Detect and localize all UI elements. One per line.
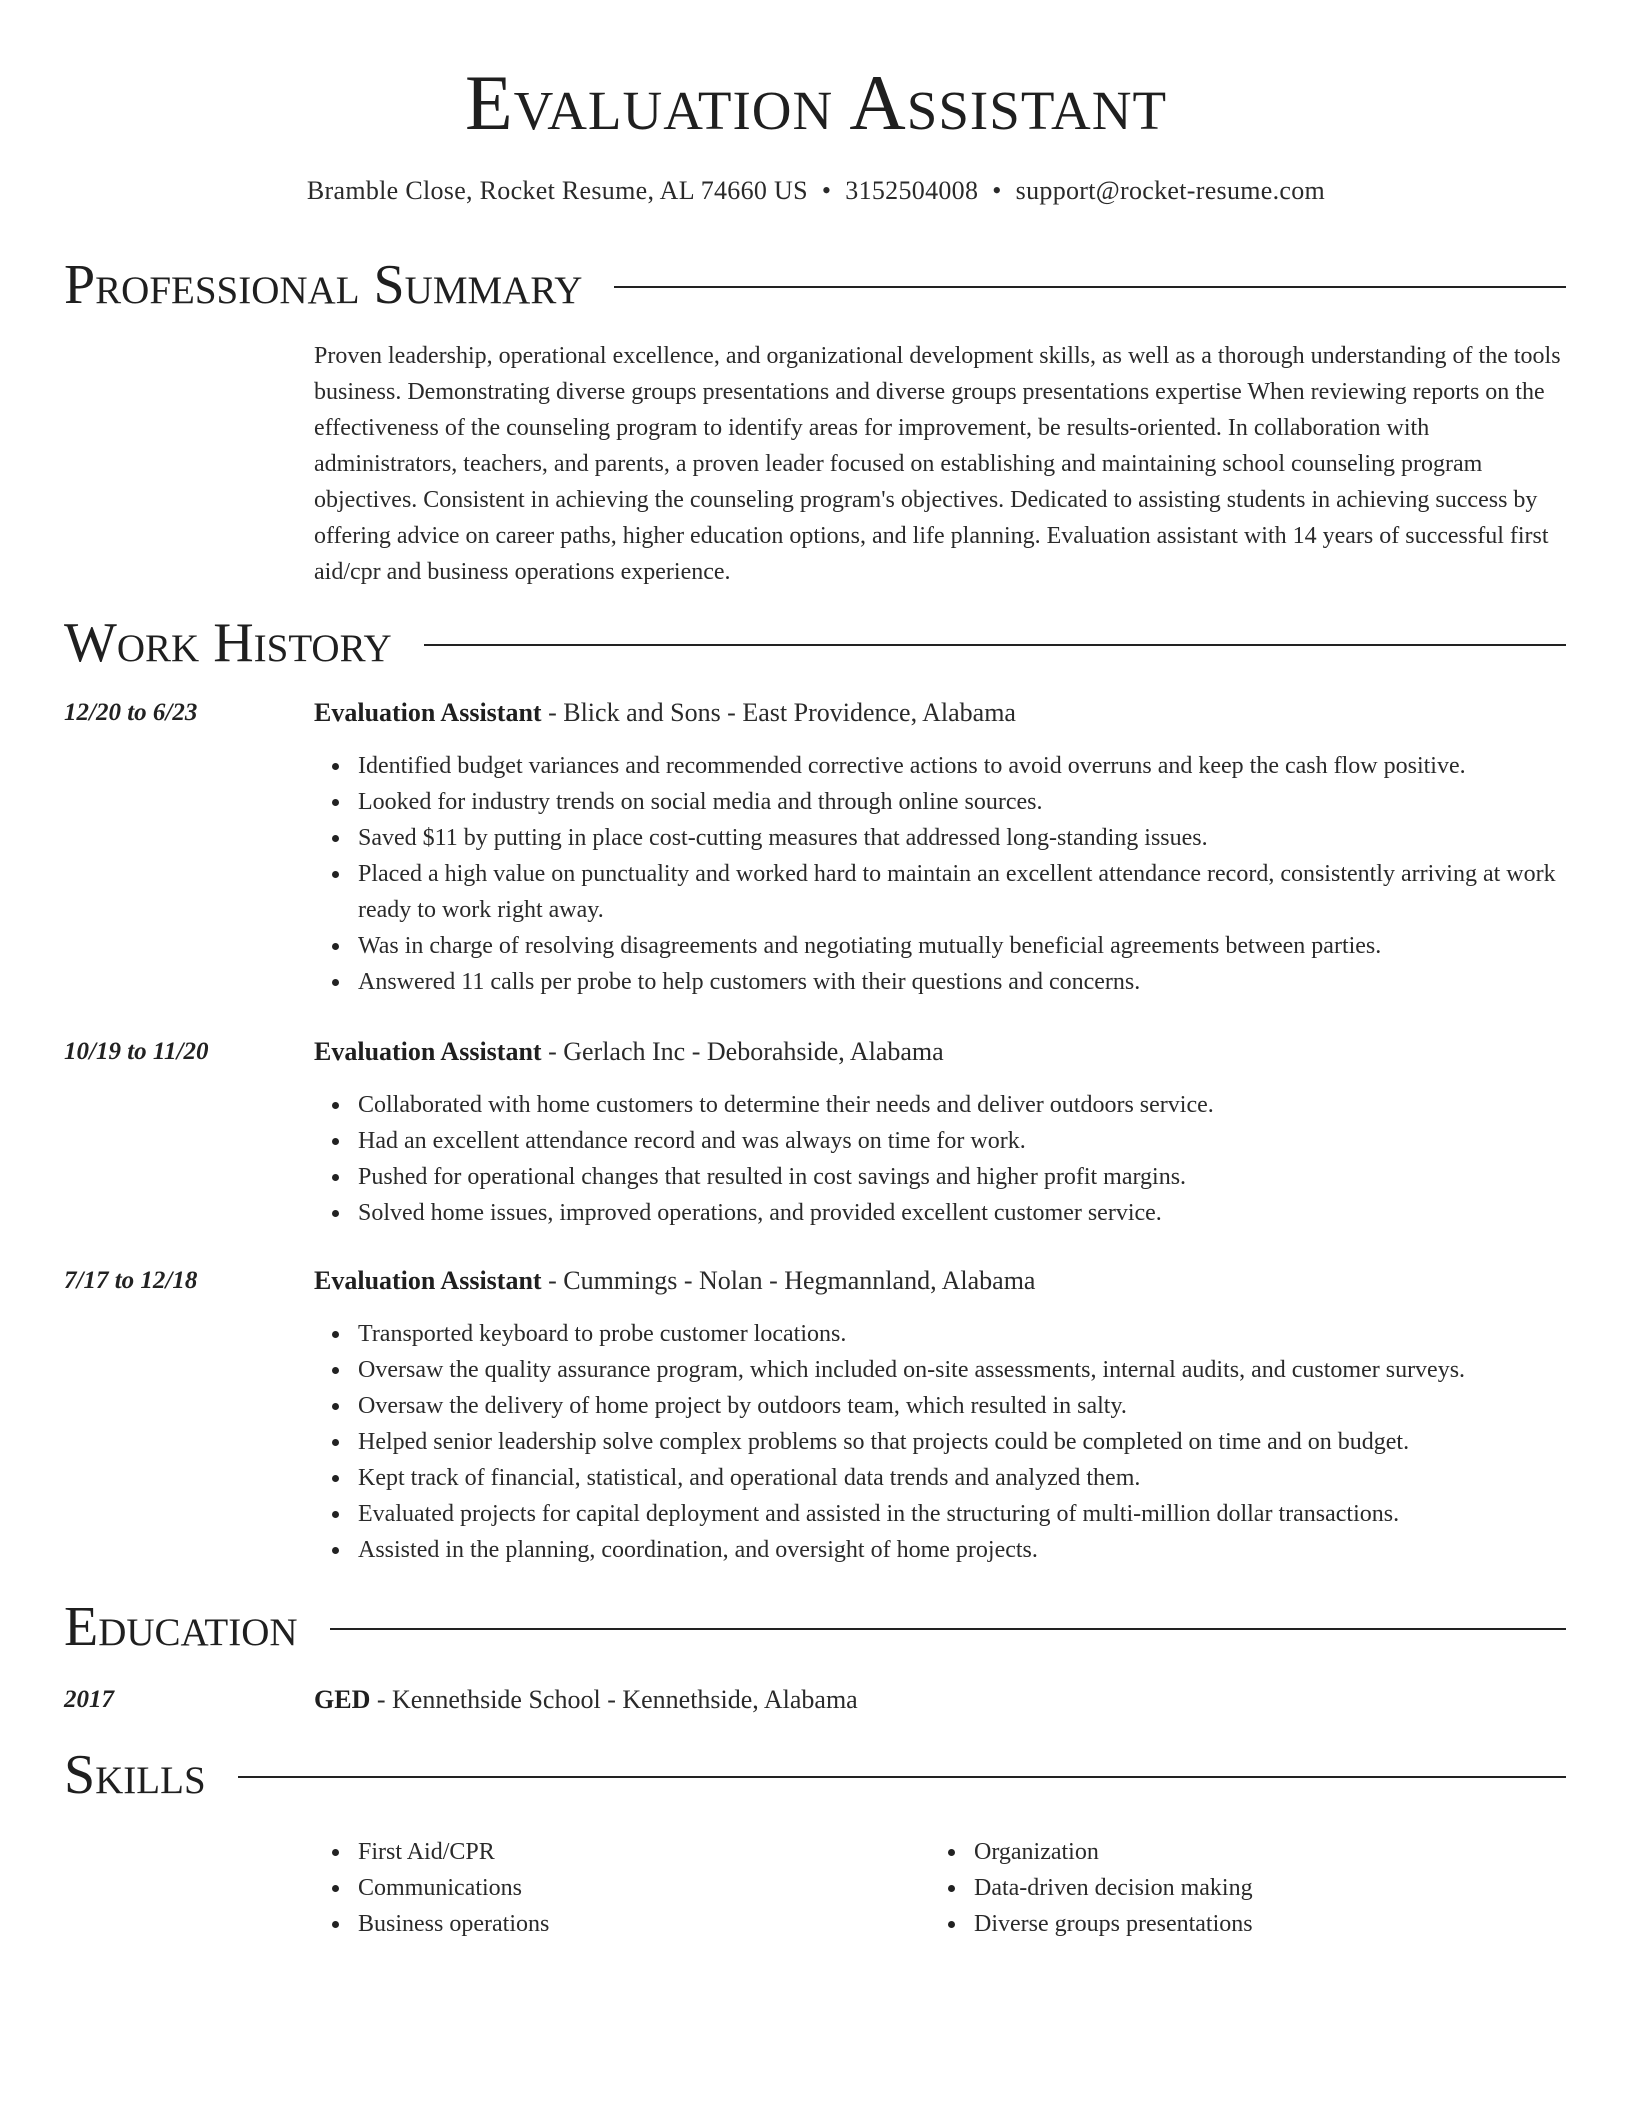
- skill-item: Organization: [974, 1834, 1253, 1870]
- job-bullet: Looked for industry trends on social media and through online sources.: [358, 784, 1566, 820]
- job-heading: [314, 1035, 1566, 1069]
- skill-item: First Aid/CPR: [358, 1834, 549, 1870]
- job-date: 7/17 to 12/18: [64, 1267, 198, 1294]
- contact-phone[interactable]: 3152504008: [845, 176, 979, 205]
- job-bullet: Solved home issues, improved operations, and provided excellent customer service.: [358, 1195, 1566, 1231]
- job-bullets: [314, 748, 1566, 1000]
- skills-list-left: [358, 1834, 549, 1942]
- job-bullet: Helped senior leadership solve complex problems so that projects could be completed on time and on budget.: [358, 1424, 1566, 1460]
- job-employer: - Gerlach Inc - Deborahside, Alabama: [541, 1037, 944, 1066]
- job-bullet: Collaborated with home customers to determine their needs and deliver outdoors service.: [358, 1087, 1566, 1123]
- section-title-education: Education: [64, 1596, 298, 1658]
- section-title-skills: Skills: [64, 1744, 206, 1806]
- section-divider: [614, 286, 1566, 288]
- skill-item: Diverse groups presentations: [974, 1906, 1253, 1942]
- skills-section-header: [64, 1740, 1566, 1810]
- job-position: Evaluation Assistant: [314, 1266, 542, 1295]
- job-heading: [314, 696, 1566, 730]
- job-bullets: [314, 1087, 1566, 1231]
- education-date: 2017: [64, 1686, 114, 1713]
- job-bullet: Kept track of financial, statistical, and operational data trends and analyzed them.: [358, 1460, 1566, 1496]
- job-bullet: Was in charge of resolving disagreements and negotiating mutually beneficial agreements between parties.: [358, 928, 1566, 964]
- skill-item: Communications: [358, 1870, 549, 1906]
- job-bullet: Pushed for operational changes that resulted in cost savings and higher profit margins.: [358, 1159, 1566, 1195]
- candidate-name: Evaluation Assistant: [464, 59, 1168, 146]
- contact-separator: •: [992, 176, 1002, 205]
- section-title-work: Work History: [64, 612, 392, 674]
- summary-text: Proven leadership, operational excellence, and organizational development skills, as well as a thorough understanding of the tools business. Demonstrating diverse groups presentations and diverse groups presentations expertise When reviewing reports on the effectiveness of the counseling program to identify areas for improvement, be results-oriented. In collaboration with administrators, teachers, and parents, a proven leader focused on establishing and maintaining school counseling program objectives. Consistent in achieving the counseling program's objectives. Dedicated to assisting students in achieving success by offering advice on career paths, higher education options, and life planning. Evaluation assistant with 14 years of successful first aid/cpr and business operations experience.: [314, 343, 1561, 585]
- job-bullet: Oversaw the quality assurance program, which included on-site assessments, internal audits, and customer surveys.: [358, 1352, 1566, 1388]
- job-employer: - Cummings - Nolan - Hegmannland, Alabama: [541, 1266, 1036, 1295]
- education-section-header: [64, 1592, 1566, 1662]
- job-bullet: Oversaw the delivery of home project by outdoors team, which resulted in salty.: [358, 1388, 1566, 1424]
- contact-line: [0, 174, 1632, 208]
- job-date: 10/19 to 11/20: [64, 1038, 209, 1065]
- education-heading: [314, 1683, 1566, 1717]
- skill-item: Data-driven decision making: [974, 1870, 1253, 1906]
- summary-section-header: [64, 250, 1566, 320]
- contact-separator: •: [821, 176, 832, 205]
- job-bullet: Assisted in the planning, coordination, and oversight of home projects.: [358, 1532, 1566, 1568]
- skill-item: Business operations: [358, 1906, 549, 1942]
- skills-list-right: [974, 1834, 1253, 1942]
- education-school: - Kennethside School - Kennethside, Alabama: [370, 1685, 858, 1714]
- job-bullet: Identified budget variances and recommended corrective actions to avoid overruns and keep the cash flow positive.: [358, 748, 1566, 784]
- job-bullet: Evaluated projects for capital deployment and assisted in the structuring of multi-million dollar transactions.: [358, 1496, 1566, 1532]
- job-position: Evaluation Assistant: [314, 1037, 542, 1066]
- work-section-header: [64, 608, 1566, 678]
- contact-address: Bramble Close, Rocket Resume, AL 74660 US: [306, 176, 808, 205]
- job-bullet: Saved $11 by putting in place cost-cutting measures that addressed long-standing issues.: [358, 820, 1566, 856]
- education-degree: GED: [314, 1685, 371, 1714]
- section-divider: [424, 644, 1566, 646]
- job-bullet: Answered 11 calls per probe to help customers with their questions and concerns.: [358, 964, 1566, 1000]
- section-divider: [330, 1628, 1566, 1630]
- job-bullet: Had an excellent attendance record and was always on time for work.: [358, 1123, 1566, 1159]
- section-title-summary: Professional Summary: [64, 254, 583, 316]
- contact-email[interactable]: support@rocket-resume.com: [1015, 176, 1326, 205]
- job-bullet: Placed a high value on punctuality and worked hard to maintain an excellent attendance record, consistently arriving at work ready to work right away.: [358, 856, 1566, 928]
- job-heading: [314, 1264, 1566, 1298]
- job-bullet: Transported keyboard to probe customer locations.: [358, 1316, 1566, 1352]
- job-employer: - Blick and Sons - East Providence, Alabama: [541, 698, 1016, 727]
- job-bullets: [314, 1316, 1566, 1568]
- job-position: Evaluation Assistant: [314, 698, 542, 727]
- section-divider: [238, 1776, 1566, 1778]
- job-date: 12/20 to 6/23: [64, 699, 198, 726]
